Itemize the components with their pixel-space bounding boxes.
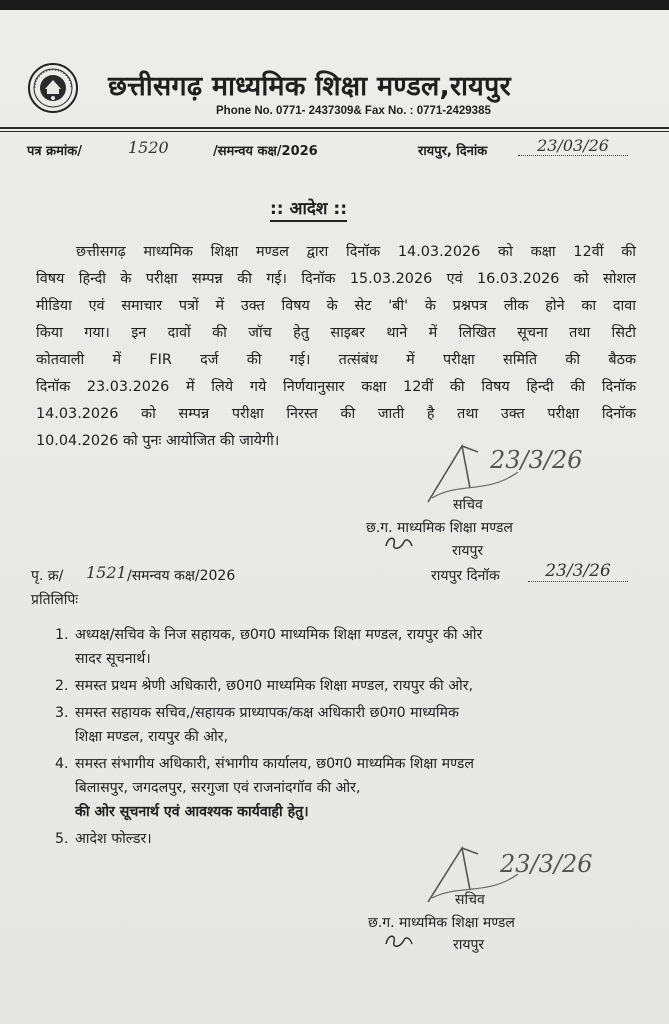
list-item: 3. समस्त सहायक सचिव,/सहायक प्राध्यापक/कक्ष अधिकारी छ0ग0 माध्यमिक शिक्षा मण्डल, रायपुर की ओर, (55, 705, 459, 745)
order-line: कोतवाली में FIR दर्ज की गई। तत्संबंध में परीक्षा समिति की बैठक (36, 352, 636, 368)
signature-date-1: 23/3/26 (490, 446, 583, 474)
order-paragraph (36, 239, 636, 455)
order-heading: :: आदेश :: (270, 196, 347, 222)
contact-numbers: Phone No. 0771- 2437309& Fax No. : 0771-2429385 (216, 105, 491, 117)
board-emblem-icon (27, 62, 79, 114)
signature-date-2: 23/3/26 (500, 850, 593, 878)
order-line: दिनॉक 23.03.2026 में लिये गये निर्णयानुसार कक्षा 12वीं की विषय हिन्दी की दिनॉक (36, 379, 636, 395)
signature-designation-2: सचिव (455, 892, 485, 908)
copies-list (55, 623, 615, 854)
signature-office-1: छ.ग. माध्यमिक शिक्षा मण्डल (366, 520, 513, 536)
signature-designation-1: सचिव (453, 497, 483, 513)
letter-number-handwritten: 1520 (128, 138, 169, 157)
section-reference: /समन्वय कक्ष/2026 (213, 144, 318, 159)
copies-heading: प्रतिलिपिः (31, 592, 79, 608)
copy-date-handwritten: 23/3/26 (528, 561, 628, 582)
signature-city-1: रायपुर (452, 543, 484, 559)
order-line: मीडिया एवं समाचार पत्रों में उक्त विषय के सेट 'बी' के प्रश्नपत्र लीक होने का दावा (36, 298, 636, 314)
copy-number-label: पृ. क्र/ (31, 568, 64, 584)
order-line: विषय हिन्दी के परीक्षा सम्पन्न की गई। दिनॉक 15.03.2026 एवं 16.03.2026 को सोशल (36, 271, 636, 287)
list-item: 2. समस्त प्रथम श्रेणी अधिकारी, छ0ग0 माध्यमिक शिक्षा मण्डल, रायपुर की ओर, (55, 678, 474, 694)
list-item: 4. समस्त संभागीय अधिकारी, संभागीय कार्यालय, छ0ग0 माध्यमिक शिक्षा मण्डल बिलासपुर, जगदलपुर, सरगुजा एवं राजनांदगॉव की ओर, की ओर सूचनार्थ एवं आवश्यक कार्यवाही हेतु। (55, 756, 475, 820)
list-item: 5. आदेश फोल्डर। (55, 831, 152, 847)
signature-office-2: छ.ग. माध्यमिक शिक्षा मण्डल (368, 915, 515, 931)
date-label: रायपुर, दिनांक (418, 144, 488, 159)
copy-date-label: रायपुर दिनॉक (431, 568, 500, 584)
header-rule-thin (0, 131, 669, 132)
order-line: छत्तीसगढ़ माध्यमिक शिक्षा मण्डल द्वारा दिनॉक 14.03.2026 को कक्षा 12वीं की (76, 244, 636, 260)
initials-mark-2 (382, 930, 416, 952)
letter-number-label: पत्र क्रमांक/ (27, 144, 82, 159)
scan-top-edge (0, 0, 669, 10)
copy-number-handwritten: 1521 (86, 563, 127, 582)
copy-section-reference: /समन्वय कक्ष/2026 (127, 568, 236, 584)
header-rule (0, 127, 669, 129)
date-handwritten: 23/03/26 (518, 136, 628, 156)
order-line: 14.03.2026 को सम्पन्न परीक्षा निरस्त की जाती है तथा उक्त परीक्षा दिनॉक (36, 406, 636, 422)
list-item: 1. अध्यक्ष/सचिव के निज सहायक, छ0ग0 माध्यमिक शिक्षा मण्डल, रायपुर की ओर सादर सूचनार्थ। (55, 627, 483, 667)
signature-city-2: रायपुर (453, 937, 485, 953)
organization-title: छत्तीसगढ़ माध्यमिक शिक्षा मण्डल,रायपुर (108, 71, 511, 102)
order-line: 10.04.2026 को पुनः आयोजित की जायेगी। (36, 433, 280, 449)
order-line: किया गया। इन दावों की जॉच हेतु साइबर थाने में लिखित सूचना तथा सिटी (36, 325, 636, 341)
